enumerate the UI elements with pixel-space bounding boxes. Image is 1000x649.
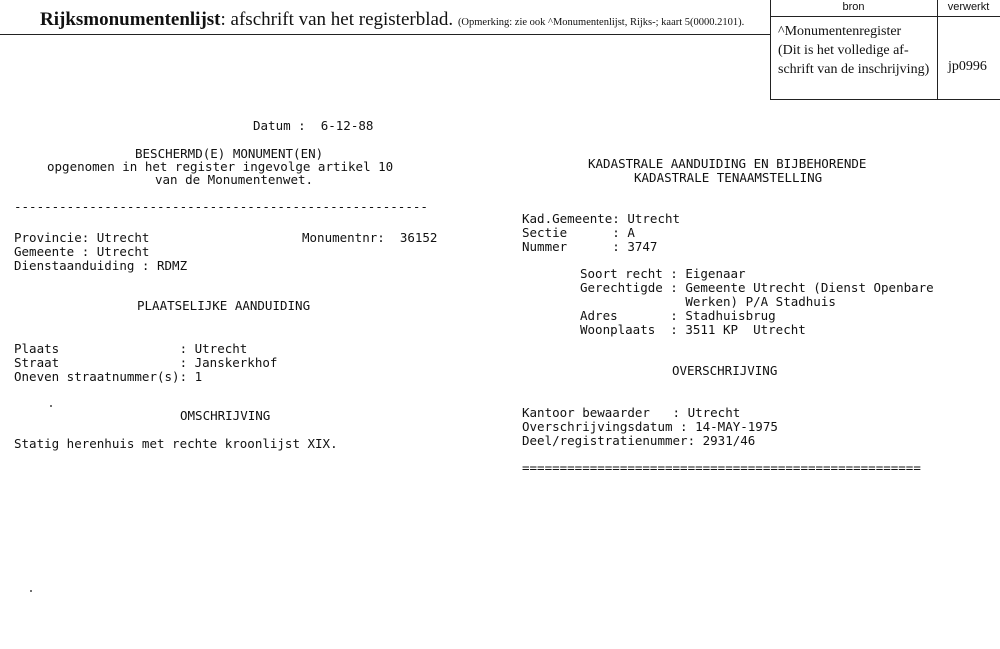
registratienummer-line: Deel/registratienummer: 2931/46 bbox=[522, 433, 756, 448]
sectie-line: Sectie : A bbox=[522, 225, 635, 240]
bron-line: ^Monumentenregister bbox=[778, 24, 902, 39]
straat-line: Straat : Janskerkhof bbox=[14, 355, 278, 370]
bron-value bbox=[778, 22, 936, 79]
overschrijvingsdatum-line: Overschrijvingsdatum : 14-MAY-1975 bbox=[522, 419, 778, 434]
dashed-rule: ------------------------------------------------------- bbox=[14, 199, 428, 214]
plaats-line: Plaats : Utrecht bbox=[14, 341, 248, 356]
woonplaats-line: Woonplaats : 3511 KP Utrecht bbox=[580, 322, 806, 337]
scan-speck bbox=[30, 590, 32, 592]
dienstaanduiding-line: Dienstaanduiding : RDMZ bbox=[14, 258, 188, 273]
omschrijving-text: Statig herenhuis met rechte kroonlijst XIX. bbox=[14, 436, 338, 451]
monument-heading: BESCHERMD(E) MONUMENT(EN) bbox=[135, 146, 324, 161]
gerechtigde-line: Gerechtigde : Gemeente Utrecht (Dienst Openbare bbox=[580, 280, 934, 295]
soort-recht-line: Soort recht : Eigenaar bbox=[580, 266, 746, 281]
kad-gemeente-line: Kad.Gemeente: Utrecht bbox=[522, 211, 681, 226]
scan-speck bbox=[50, 405, 52, 407]
overschrijving-heading: OVERSCHRIJVING bbox=[672, 363, 778, 378]
kadastrale-heading: KADASTRALE AANDUIDING EN BIJBEHORENDE bbox=[588, 156, 867, 171]
title-note: (Opmerking: zie ook ^Monumentenlijst, Rijks-; kaart 5(0000.2101). bbox=[457, 17, 745, 28]
column-header-bron: bron bbox=[842, 1, 865, 13]
gerechtigde-continued: Werken) P/A Stadhuis bbox=[580, 294, 836, 309]
plaatselijke-heading: PLAATSELIJKE AANDUIDING bbox=[137, 298, 311, 313]
column-header-verwerkt: verwerkt bbox=[947, 1, 990, 13]
document-title bbox=[40, 9, 744, 31]
adres-line: Adres : Stadhuisbrug bbox=[580, 308, 776, 323]
straatnummer-line: Oneven straatnummer(s): 1 bbox=[14, 369, 203, 384]
source-box-divider bbox=[937, 0, 938, 100]
header-rule bbox=[0, 34, 770, 35]
source-box-header-rule bbox=[770, 16, 1000, 17]
monument-subheading: opgenomen in het register ingevolge artikel 10 bbox=[47, 159, 394, 174]
verwerkt-value: jp0996 bbox=[948, 59, 987, 74]
bron-line: (Dit is het volledige af- bbox=[778, 43, 909, 58]
kadastrale-subheading: KADASTRALE TENAAMSTELLING bbox=[634, 170, 823, 185]
kantoor-line: Kantoor bewaarder : Utrecht bbox=[522, 405, 741, 420]
provincie-line: Provincie: Utrecht bbox=[14, 230, 150, 245]
omschrijving-heading: OMSCHRIJVING bbox=[180, 408, 271, 423]
monument-subheading: van de Monumentenwet. bbox=[155, 172, 314, 187]
gemeente-line: Gemeente : Utrecht bbox=[14, 244, 150, 259]
monumentnr-line: Monumentnr: 36152 bbox=[302, 230, 438, 245]
title-bold: Rijksmonumentenlijst bbox=[40, 9, 221, 30]
equals-rule: ===================================================== bbox=[522, 460, 921, 475]
nummer-line: Nummer : 3747 bbox=[522, 239, 658, 254]
datum-line: Datum : 6-12-88 bbox=[253, 118, 374, 133]
title-rest: : afschrift van het registerblad. bbox=[220, 9, 454, 30]
bron-line: schrift van de inschrijving) bbox=[778, 62, 930, 77]
